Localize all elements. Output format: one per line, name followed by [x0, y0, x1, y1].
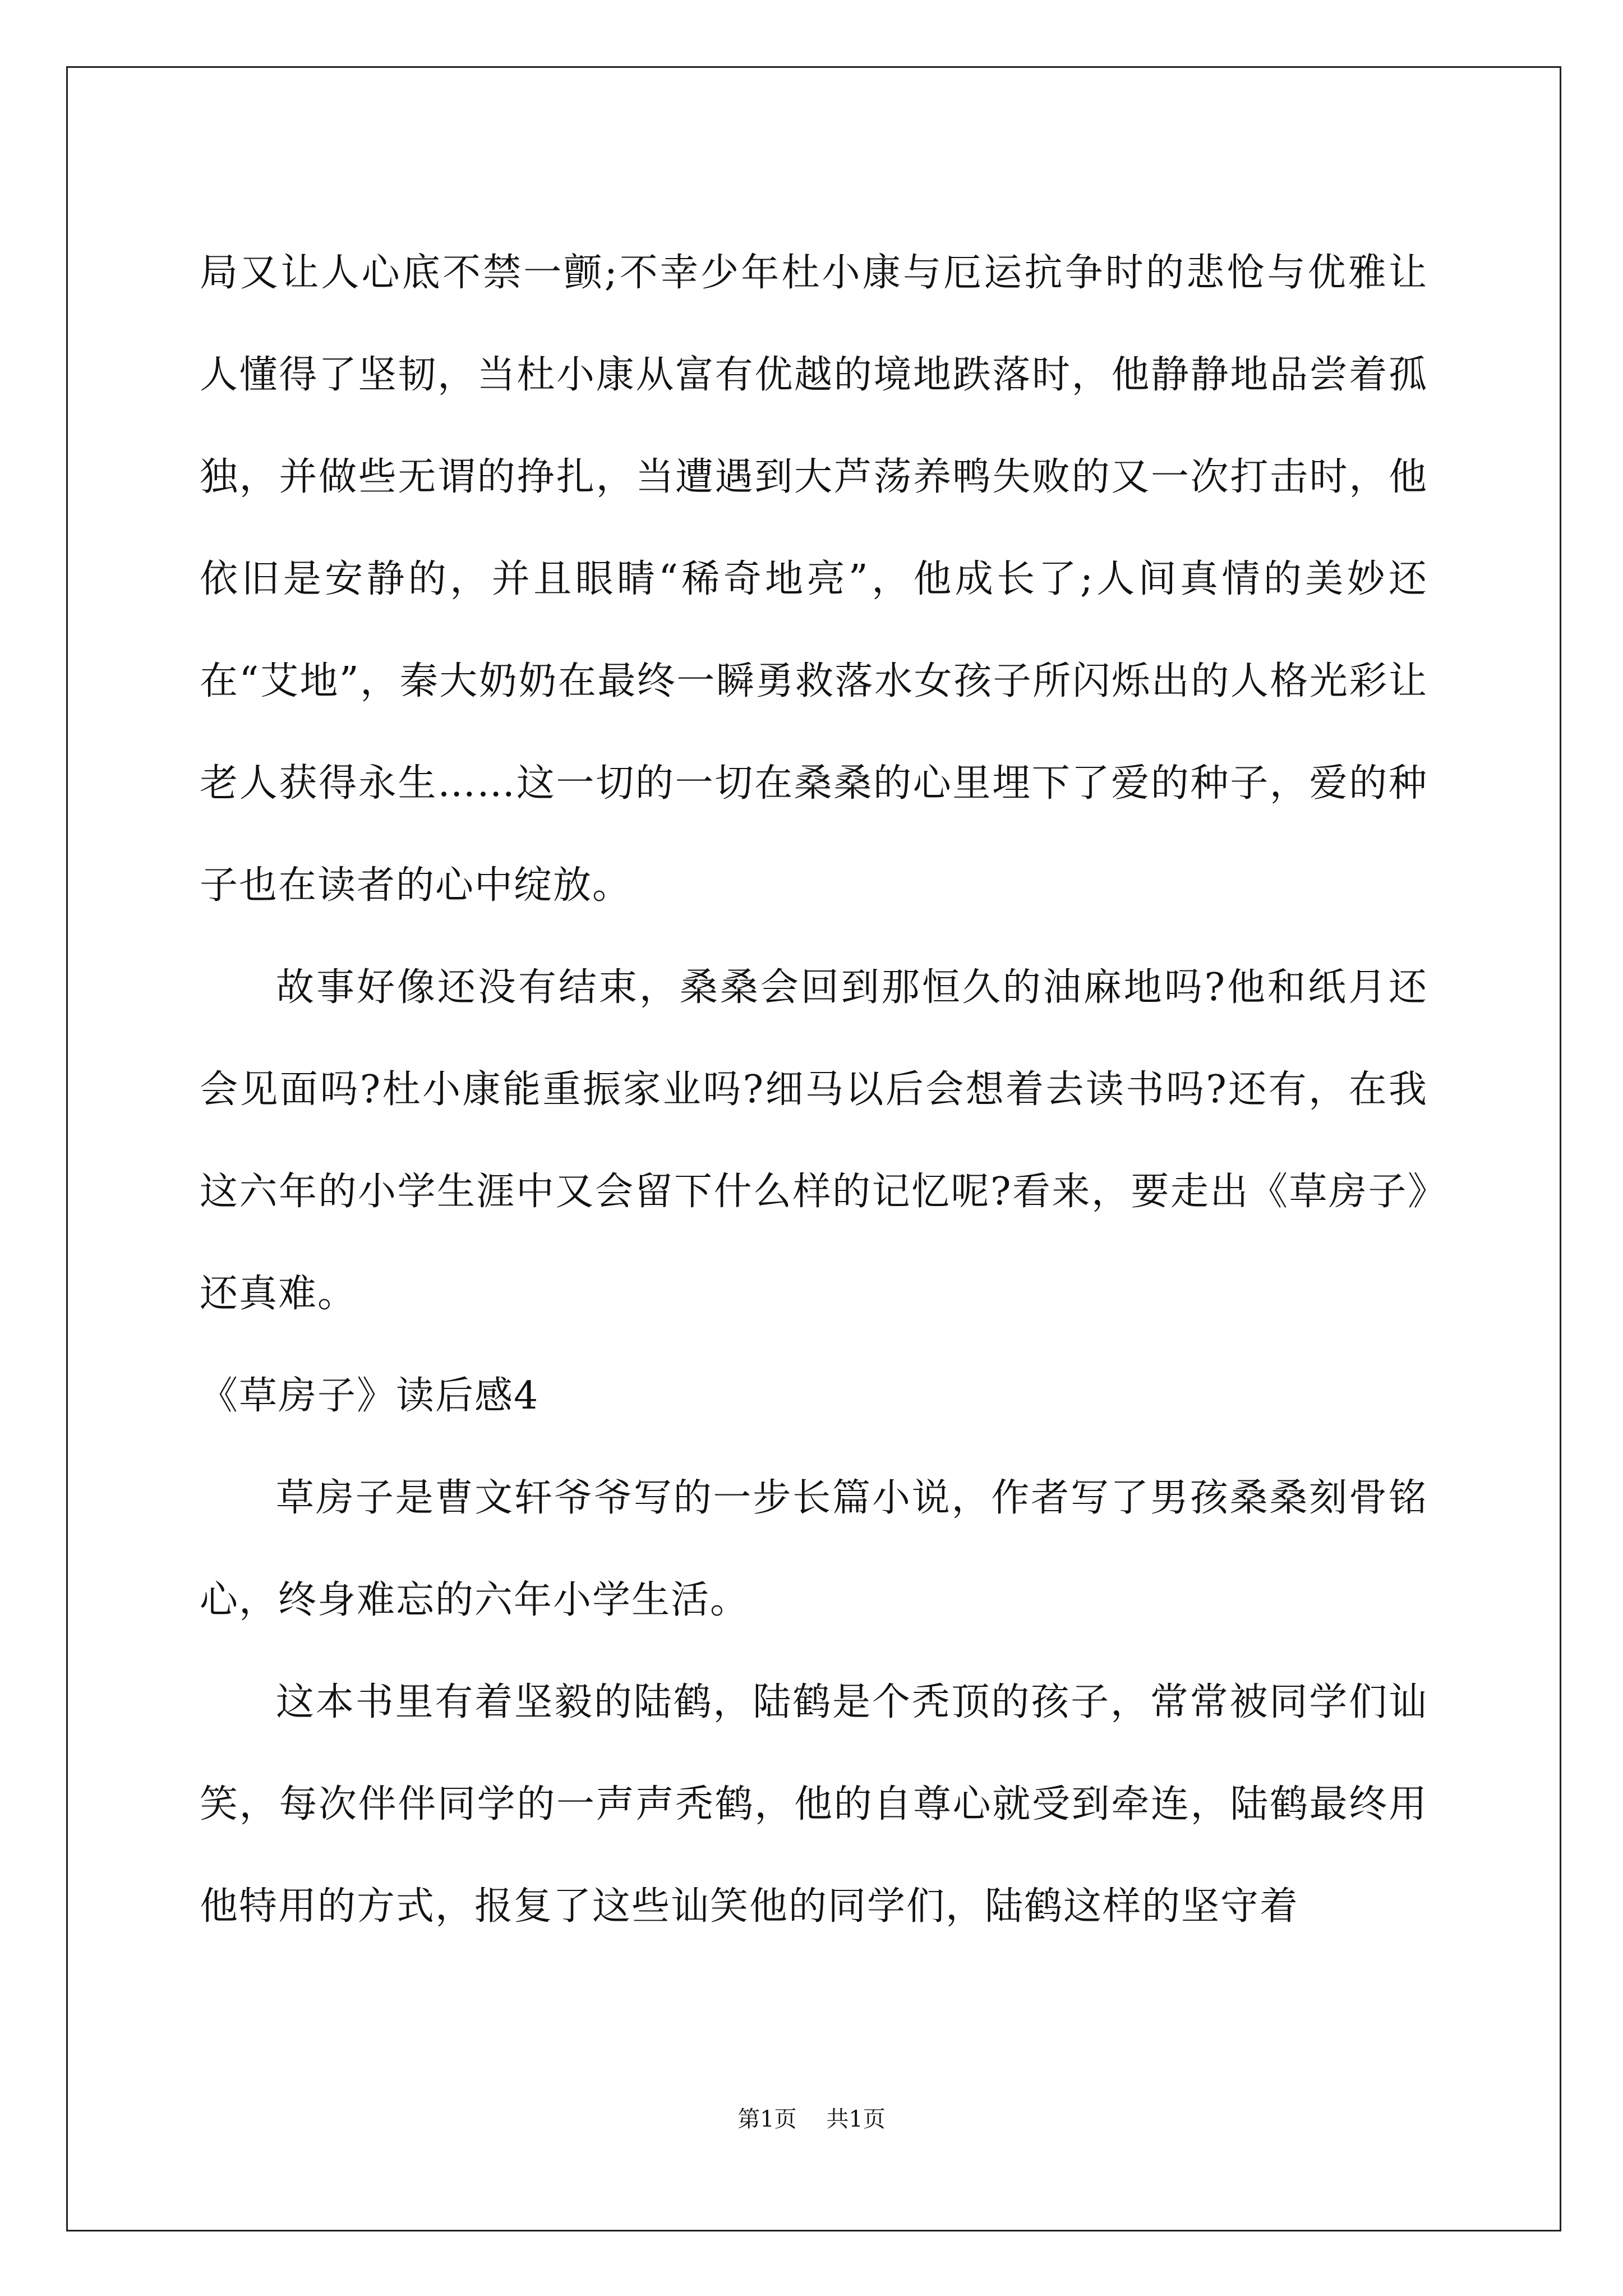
- paragraph-intro: 草房子是曹文轩爷爷写的一步长篇小说，作者写了男孩桑桑刻骨铭心，终身难忘的六年小学生活。: [200, 1476, 1428, 1622]
- page-footer: [0, 2102, 1623, 2136]
- section-title: 《草房子》读后感4: [200, 1374, 540, 1418]
- paragraph-story-questions: 故事好像还没有结束，桑桑会回到那恒久的油麻地吗?他和纸月还会见面吗?杜小康能重振家业吗?细马以后会想着去读书吗?还有，在我这六年的小学生涯中又会留下什么样的记忆呢?看来，要走出《草房子》还真难。: [200, 965, 1428, 1316]
- paragraph-lu-he: 这本书里有着坚毅的陆鹤，陆鹤是个秃顶的孩子，常常被同学们讪笑，每次伴伴同学的一声声秃鹤，他的自尊心就受到牵连，陆鹤最终用他特用的方式，报复了这些讪笑他的同学们，陆鹤这样的坚守着: [200, 1680, 1428, 1929]
- page-total: 共1页: [826, 2106, 886, 2132]
- page-number: 第1页: [737, 2106, 797, 2132]
- paragraph-continuation: 局又让人心底不禁一颤;不幸少年杜小康与厄运抗争时的悲怆与优雅让人懂得了坚韧，当杜小康从富有优越的境地跌落时，他静静地品尝着孤独，并做些无谓的挣扎，当遭遇到大芦荡养鸭失败的又一次打击时，他依旧是安静的，并且眼睛“稀奇地亮”，他成长了;人间真情的美妙还在“艾地”，秦大奶奶在最终一瞬勇救落水女孩子所闪烁出的人格光彩让老人获得永生……这一切的一切在桑桑的心里埋下了爱的种子，爱的种子也在读者的心中绽放。: [200, 251, 1428, 908]
